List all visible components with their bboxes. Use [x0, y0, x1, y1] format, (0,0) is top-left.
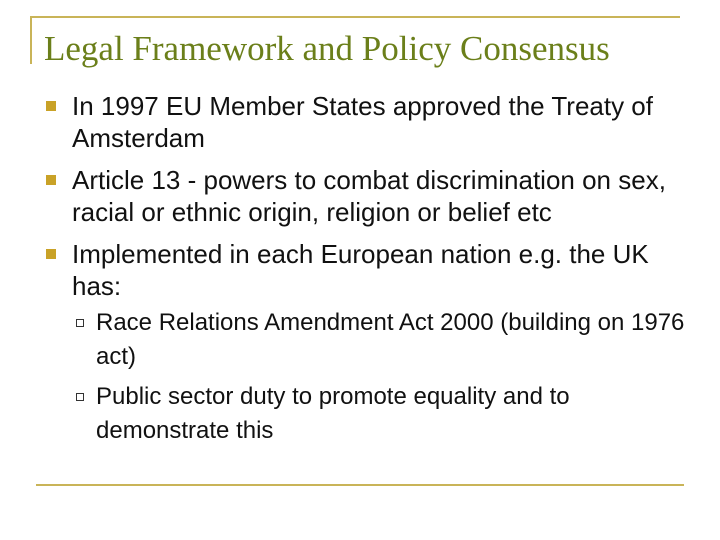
- sub-bullet-text: Public sector duty to promote equality and to demonstrate this: [96, 383, 570, 444]
- bullet-item: [46, 238, 686, 448]
- hollow-square-bullet-icon: [76, 393, 84, 401]
- sub-bullet-item: [72, 306, 686, 374]
- hollow-square-bullet-icon: [76, 319, 84, 327]
- square-bullet-icon: [46, 249, 56, 259]
- sub-bullet-list: [72, 306, 686, 448]
- top-divider: [30, 16, 680, 18]
- bullet-item: [46, 164, 686, 228]
- bullet-text: Implemented in each European nation e.g. the UK has:: [72, 239, 649, 301]
- left-divider: [30, 16, 32, 64]
- slide-title: Legal Framework and Policy Consensus: [44, 29, 610, 68]
- bullet-list: [46, 90, 686, 458]
- bullet-item: [46, 90, 686, 154]
- bottom-divider: [36, 484, 684, 486]
- square-bullet-icon: [46, 101, 56, 111]
- bullet-text: Article 13 - powers to combat discrimination on sex, racial or ethnic origin, religion or belief etc: [72, 165, 666, 227]
- bullet-text: In 1997 EU Member States approved the Treaty of Amsterdam: [72, 91, 653, 153]
- square-bullet-icon: [46, 175, 56, 185]
- sub-bullet-text: Race Relations Amendment Act 2000 (building on 1976 act): [96, 309, 685, 370]
- sub-bullet-item: [72, 380, 686, 448]
